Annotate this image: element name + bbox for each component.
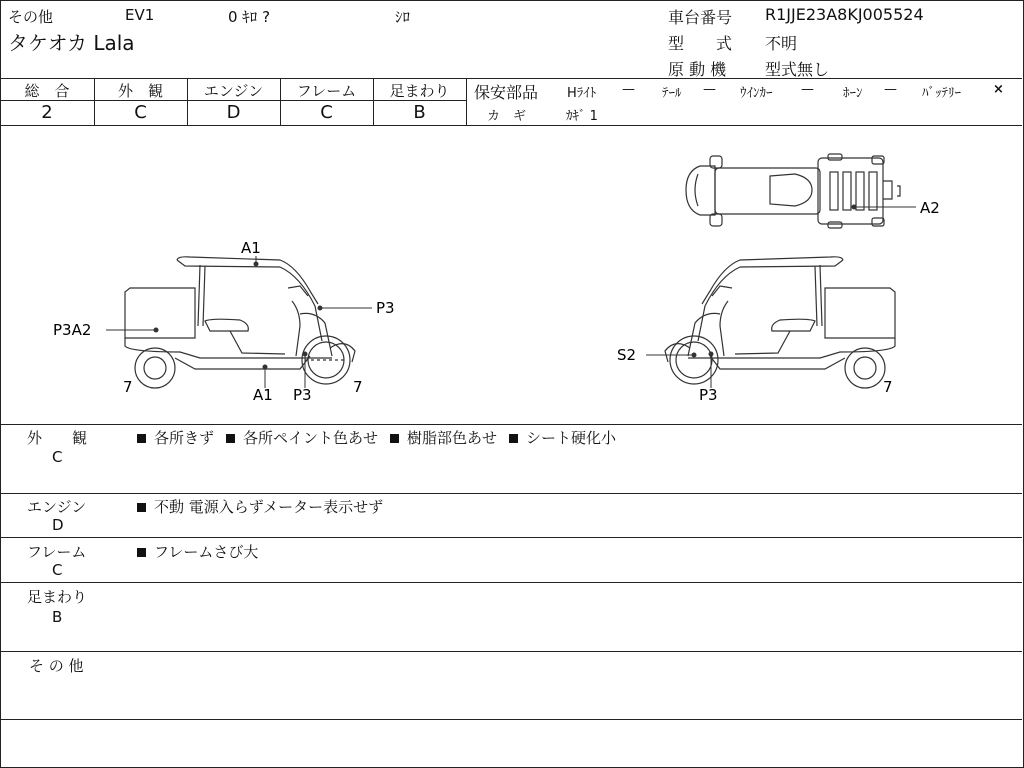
top-view — [686, 154, 900, 228]
bullet-square-icon — [226, 434, 235, 443]
divider — [0, 424, 1022, 425]
safety-battery-value: × — [993, 82, 1004, 97]
label-p3a2: P3A2 — [53, 321, 92, 339]
color: ｼﾛ — [395, 8, 411, 26]
label-a1-roof: A1 — [241, 239, 261, 257]
divider — [0, 493, 1022, 494]
label-7-rear-wheel: 7 — [353, 378, 363, 396]
remark-item: 不動 電源入らずメーター表示せず — [137, 496, 383, 517]
label-s2: S2 — [617, 346, 637, 364]
engine-type-label: 原 動 機 — [668, 60, 727, 79]
safety-headlight-value: — — [622, 82, 635, 97]
left-callouts — [106, 256, 372, 388]
remark-label-suspension: 足まわり — [27, 588, 88, 606]
remark-item: フレームさび大 — [137, 541, 258, 562]
remark-item: シート硬化小 — [509, 427, 616, 448]
divider — [0, 719, 1022, 720]
vehicle-name: タケオカ Lala — [8, 31, 135, 55]
top-callouts — [852, 205, 916, 209]
grade-value-frame: C — [320, 102, 333, 123]
safety-horn-label: ﾎｰﾝ — [843, 86, 863, 101]
divider — [0, 78, 1022, 79]
label-a2-top: A2 — [920, 199, 940, 217]
bullet-square-icon — [390, 434, 399, 443]
grade-value-engine: D — [226, 102, 241, 123]
label-7-front-wheel: 7 — [123, 378, 133, 396]
vehicle-diagram — [0, 126, 1022, 424]
label-p3-body: P3 — [376, 299, 395, 317]
chassis-value: R1JJE23A8KJ005524 — [765, 5, 924, 24]
model-code: EV1 — [125, 6, 155, 24]
category: その他 — [8, 8, 54, 26]
remark-label-engine: エンジン — [27, 498, 87, 516]
bullet-square-icon — [137, 548, 146, 557]
grade-value-exterior: C — [134, 102, 147, 123]
remark-items-exterior — [137, 427, 628, 448]
right-side-view — [665, 257, 895, 388]
bullet-square-icon — [137, 503, 146, 512]
grade-label-suspension: 足まわり — [389, 82, 450, 100]
label-a1-floor: A1 — [253, 386, 273, 404]
remark-grade-engine: D — [52, 516, 64, 534]
remark-item: 各所きず — [137, 427, 214, 448]
type-label: 型 式 — [668, 34, 733, 53]
bullet-square-icon — [137, 434, 146, 443]
label-7-right: 7 — [883, 378, 893, 396]
grade-label-frame: フレーム — [296, 82, 357, 100]
safety-headlight-label: Hﾗｲﾄ — [567, 86, 597, 101]
remark-items-frame — [137, 541, 270, 562]
grade-label-overall: 総 合 — [24, 82, 70, 100]
remark-item: 樹脂部色あせ — [390, 427, 497, 448]
engine-type-value: 型式無し — [765, 60, 830, 79]
divider — [0, 537, 1022, 538]
safety-title: 保安部品 — [474, 83, 539, 102]
safety-tail-label: ﾃｰﾙ — [662, 86, 682, 101]
grade-label-exterior: 外 観 — [117, 82, 163, 100]
key-label: カ ギ — [487, 109, 527, 124]
type-value: 不明 — [765, 34, 798, 53]
grade-value-suspension: B — [413, 102, 426, 123]
divider — [0, 582, 1022, 583]
divider — [466, 78, 467, 125]
safety-tail-value: — — [703, 82, 716, 97]
chassis-label: 車台番号 — [668, 8, 733, 27]
safety-horn-value: — — [884, 82, 897, 97]
safety-winker-label: ｳｲﾝｶｰ — [740, 86, 773, 101]
remark-item: 各所ペイント色あせ — [226, 427, 378, 448]
remark-grade-suspension: B — [52, 608, 63, 626]
safety-winker-value: — — [801, 82, 814, 97]
safety-battery-label: ﾊﾞｯﾃﾘｰ — [922, 86, 961, 101]
key-value: ｶｷﾞ 1 — [566, 109, 598, 124]
remark-grade-frame: C — [52, 561, 63, 579]
divider — [0, 651, 1022, 652]
mileage: 0 ｷﾛ ? — [228, 8, 271, 26]
remark-grade-exterior: C — [52, 448, 63, 466]
label-p3-right: P3 — [699, 386, 718, 404]
grade-label-engine: エンジン — [203, 82, 264, 100]
grade-value-overall: 2 — [41, 102, 53, 123]
bullet-square-icon — [509, 434, 518, 443]
remark-label-exterior: 外 観 — [27, 429, 88, 447]
label-p3-step: P3 — [293, 386, 312, 404]
remark-label-other: そ の 他 — [29, 657, 84, 675]
remark-items-engine — [137, 496, 395, 517]
remark-label-frame: フレーム — [27, 543, 87, 561]
left-side-view — [125, 257, 355, 388]
